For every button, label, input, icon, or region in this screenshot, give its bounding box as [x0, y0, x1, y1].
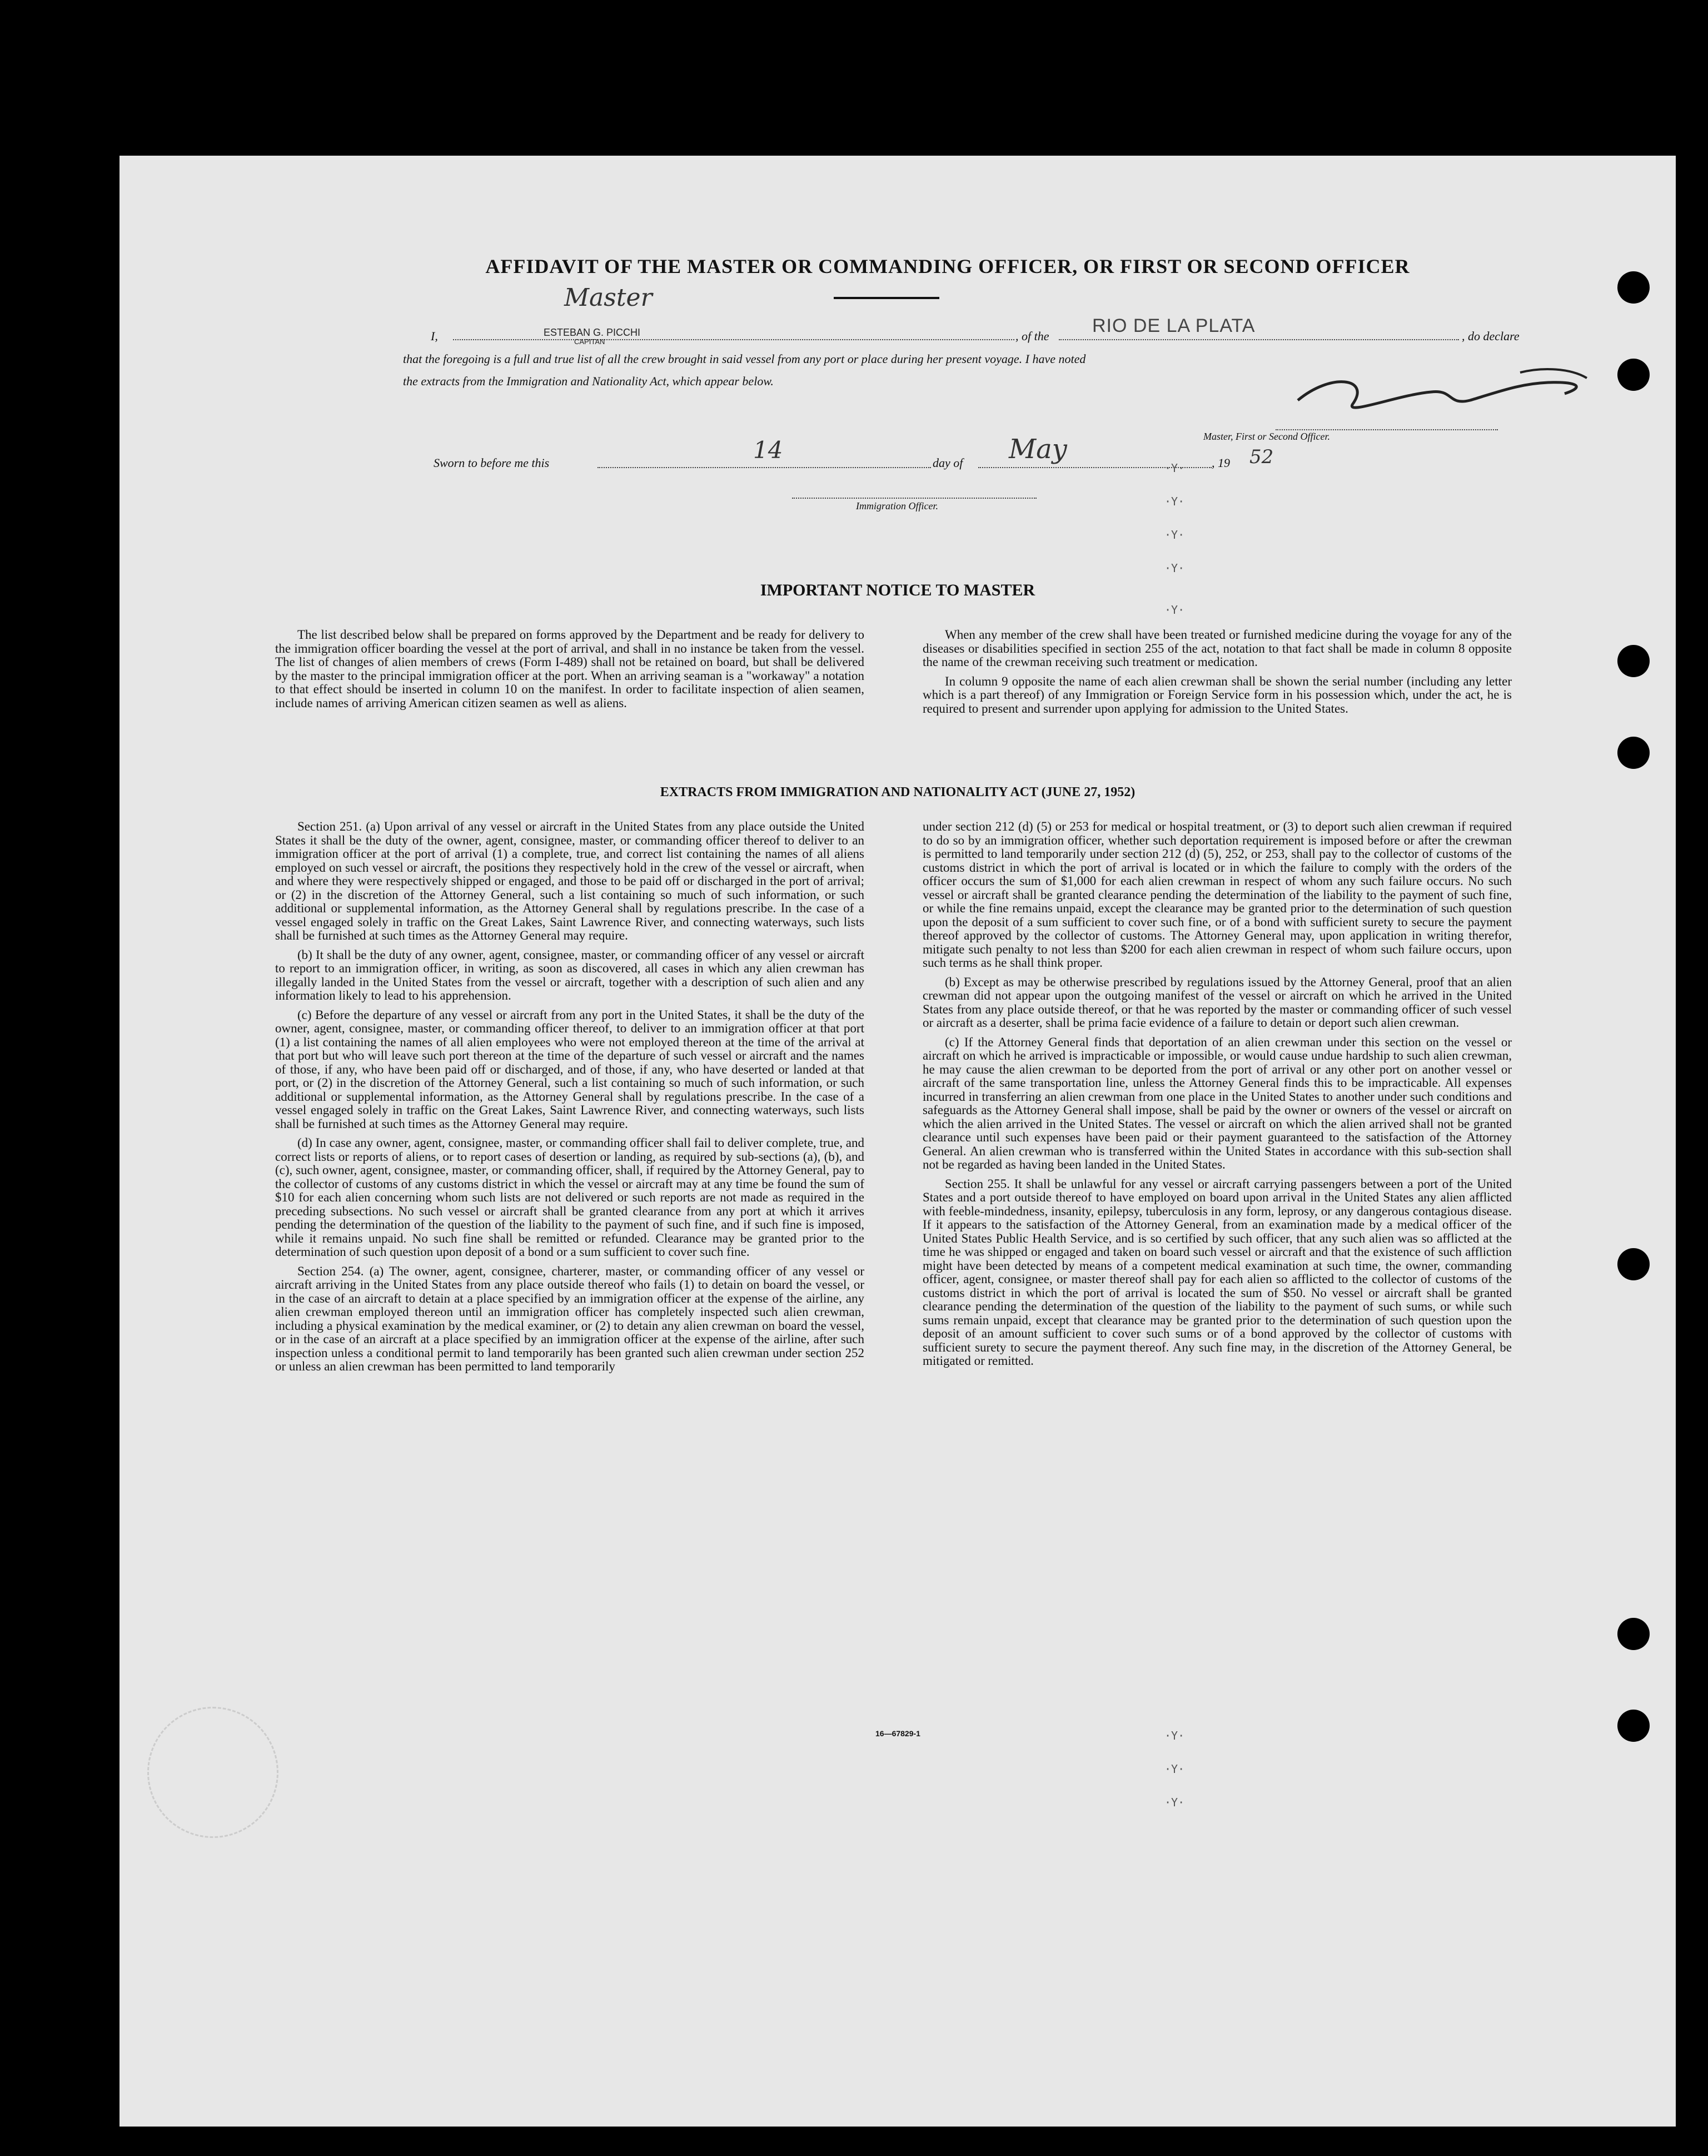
section-251-d: (d) In case any owner, agent, consignee, master, or commanding officer shall fail to deliver complete, true, and correct lists or reports of aliens, or to report cases of desertion or landing, as required by sub-sections (a), (b), and (c), such owner, agent, consignee, master, or commanding officer, shall, if required by the Attorney General, pay to the collector of customs of any customs district in which the vessel or aircraft may at any time be found the sum of $10 for each alien concerning whom such lists are not delivered or such reports are not made as required in the preceding subsections. No such vessel or aircraft shall be granted clearance from any port at which it arrives pending the determination of the question of the liability to the payment of such fine, and if such fine is imposed, while it remains unpaid. No such fine shall be remitted or refunded. Clearance may be granted prior to the determination of such question upon deposit of a bond or a sum sufficient to cover such fine.: [275, 1136, 864, 1259]
punch-hole: [1617, 359, 1650, 391]
document-page: [119, 156, 1676, 2127]
punch-hole: [1617, 645, 1650, 677]
i-label: I,: [431, 329, 438, 343]
section-254-a-cont: under section 212 (d) (5) or 253 for medical or hospital treatment, or (3) to deport such alien crewman if required to do so by an immigration officer, whether such deportation requirement is imposed before or after the crewman is permitted to land temporarily under section 212 (d) (5), 252, or 253, shall pay to the collector of customs of the customs district in which the port of arrival is located or in which the failure to comply with the orders of the officer occurs the sum of $1,000 for each alien crewman in respect of whom any such failure occurs. No such vessel or aircraft shall be granted clearance pending the determination of the liability to the payment of such fine, or while the fine remains unpaid, except the clearance may be granted prior to the determination of such question upon the deposit of a sum sufficient to cover such fine, or of a bond with sufficient surety to secure the payment thereof approved by the collector of customs. The Attorney General may, upon application in writing therefor, mitigate such penalty to not less than $200 for each alien crewman in respect of whom such failure occurs, upon such terms as he shall think proper.: [923, 819, 1512, 970]
vessel-name-line: [1059, 339, 1459, 340]
punch-hole: [1617, 1710, 1650, 1742]
notice-left-column: [275, 628, 864, 716]
extracts-left-column: [275, 820, 864, 1379]
sworn-month: May: [1009, 434, 1067, 465]
section-251-b: (b) It shall be the duty of any owner, agent, consignee, master, or commanding officer of any vessel or aircraft to report to an immigration officer, in writing, as soon as discovered, all cases in which any alien crewman has illegally landed in the United States from the vessel or aircraft, together with a description of such alien and any information likely to lead to his apprehension.: [275, 947, 864, 1002]
master-rank: CAPITAN: [574, 337, 605, 346]
punch-hole: [1617, 271, 1650, 304]
punch-hole: [1617, 1248, 1650, 1280]
section-255: Section 255. It shall be unlawful for any vessel or aircraft carrying passengers between a port of the United States and a port outside thereof to have employed on board upon arrival in the United States any alien afflicted with feeble-mindedness, insanity, epilepsy, tuberculosis in any form, leprosy, or any dangerous contagious disease. If it appears to the satisfaction of the Attorney General, from an examination made by a medical officer of the United States Public Health Service, and is so certified by such officer, that any such alien was so afflicted at the time he was shipped or engaged and taken on board such vessel or aircraft and that the existence of such affliction might have been detected by means of a competent medical examination at such time, the owner, commanding officer, agent, consignee, or master thereof shall pay for each alien so afflicted to the collector of customs of the customs district in which the port of arrival is located the sum of $50. No vessel or aircraft shall be granted clearance pending the determination of the question of the liability to the payment of such sums, or while such sums remain unpaid, except that clearance may be granted prior to the determination of such question upon the deposit of an amount sufficient to cover such sums or of a bond approved by the collector of customs with sufficient surety to secure the payment thereof. Any such fine may, in the discretion of the Attorney General, be mitigated or remitted.: [923, 1176, 1512, 1368]
extracts-heading: EXTRACTS FROM IMMIGRATION AND NATIONALITY ACT (JUNE 27, 1952): [660, 785, 1136, 799]
notice-paragraph: The list described below shall be prepared on forms approved by the Department and be ready for delivery to the immigration officer boarding the vessel at the port of arrival, and shall in no instance be taken from the vessel. The list of changes of alien members of crews (Form I-489) shall not be retained on board, but shall be delivered by the master to the principal immigration officer at the port. When an arriving seaman is a "workaway" a notation to that effect should be inserted in column 10 on the manifest. In order to facilitate inspection of alien seamen, include names of arriving American citizen seamen as well as aliens.: [275, 628, 864, 710]
year-prefix: , 19: [1212, 456, 1230, 470]
master-name: ESTEBAN G. PICCHI: [544, 327, 641, 338]
extracts-right-column: [923, 820, 1512, 1374]
margin-mark: ·Y·: [1164, 528, 1185, 542]
declaration-line-2: the extracts from the Immigration and Nationality Act, which appear below.: [403, 374, 774, 388]
title-divider: [834, 297, 939, 299]
day-of-label: day of: [933, 456, 963, 470]
officer-caption: Immigration Officer.: [856, 500, 938, 511]
margin-mark: ·Y·: [1164, 1762, 1185, 1776]
affidavit-title: AFFIDAVIT OF THE MASTER OR COMMANDING OFFICER, OR FIRST OR SECOND OFFICER: [485, 255, 1410, 277]
section-254-c: (c) If the Attorney General finds that deportation of an alien crewman under this section on the vessel or aircraft on which he arrived is impracticable or impossible, or would cause undue hardship to such alien crewman, he may cause the alien crewman to be deported from the port of arrival or any other port on another vessel or aircraft of the same transportation line, unless the Attorney General finds this to be impracticable. All expenses incurred in transferring an alien crewman from one place in the United States to another under such conditions and safeguards as the Attorney General shall impose, shall be paid by the owner or owners of the vessel or aircraft on which the alien arrived in the United States. The vessel or aircraft on which the alien arrived shall not be granted clearance until such expenses have been paid or their payment guaranteed to the satisfaction of the Attorney General. An alien crewman who is transferred within the United States in accordance with this sub-section shall not be regarded as having been landed in the United States.: [923, 1035, 1512, 1171]
margin-mark: ·Y·: [1164, 1729, 1185, 1742]
declaration-line-1: that the foregoing is a full and true list of all the crew brought in said vessel from any port or place during her present voyage. I have noted: [403, 352, 1086, 366]
margin-mark: ·Y·: [1164, 603, 1185, 617]
faint-seal-stamp: [147, 1707, 278, 1838]
margin-mark: ·Y·: [1164, 562, 1185, 575]
officer-signature-line: [792, 498, 1037, 499]
vessel-name: RIO DE LA PLATA: [1092, 315, 1256, 336]
signature-caption: Master, First or Second Officer.: [1203, 431, 1330, 442]
section-254-b: (b) Except as may be otherwise prescribed by regulations issued by the Attorney General, proof that an alien crewman did not appear upon the outgoing manifest of the vessel or aircraft on which he arrived in the United States from any place outside thereof, or that he was reported by the master or commanding officer of such vessel or aircraft as a deserter, shall be prima facie evidence of a failure to detain or deport such alien crewman.: [923, 975, 1512, 1030]
margin-mark: ·Y·: [1164, 461, 1185, 475]
section-254-a: Section 254. (a) The owner, agent, consignee, charterer, master, or commanding officer of any vessel or aircraft arriving in the United States from any place outside thereof who fails (1) to detain on board the vessel, or in the case of an aircraft to detain at a place specified by an immigration officer at the expense of the airline, any alien crewman employed thereon until an immigration officer has completely inspected such alien crewman, including a physical examination by the medical examiner, or (2) to detain any alien crewman on board the vessel, or in the case of an aircraft at a place specified by an immigration officer at the expense of the airline, after such inspection unless a conditional permit to land temporarily has been granted such alien crewman under section 252 or unless an alien crewman has been permitted to land temporarily: [275, 1264, 864, 1373]
notice-right-column: [923, 628, 1512, 721]
section-251-c: (c) Before the departure of any vessel or aircraft from any port in the United States, it shall be the duty of the owner, agent, consignee, master, or commanding officer thereof, to deliver to an immigration officer at that port (1) a list containing the names of all alien employees who were not employed thereon at the time of the arrival at that port but who will leave such port thereon at the time of the departure of such vessel or aircraft and the names of those, if any, who have been paid off or discharged, and of those, if any, who have deserted or landed at that port, or (2) in the discretion of the Attorney General, such a list containing so much of such information, or such additional or supplemental information, as the Attorney General shall by regulations prescribe. In the case of a vessel engaged solely in traffic on the Great Lakes, Saint Lawrence River, and connecting waterways, such lists shall be furnished at such times as the Attorney General may require.: [275, 1007, 864, 1131]
master-signature: [1287, 361, 1598, 423]
notice-paragraph: When any member of the crew shall have been treated or furnished medicine during the voyage for any of the diseases or disabilities specified in section 255 of the act, notation to that fact shall be made in column 8 opposite the name of the crewman receiving such treatment or medication.: [923, 628, 1512, 669]
margin-mark: ·Y·: [1164, 1796, 1185, 1809]
section-251-a: Section 251. (a) Upon arrival of any vessel or aircraft in the United States from any place outside the United States it shall be the duty of the owner, agent, consignee, master, or commanding officer thereof to deliver to an immigration officer at the port of arrival (1) a complete, true, and correct list containing the names of all aliens employed on such vessel or aircraft, the positions they respectively hold in the crew of the vessel or aircraft, when and where they were respectively shipped or engaged, and those to be paid off or discharged in the port of arrival; or (2) in the discretion of the Attorney General, such a list containing so much of such information, or such additional or supplemental information, as the Attorney General shall by regulations prescribe. In the case of a vessel engaged solely in traffic on the Great Lakes, Saint Lawrence River, and connecting waterways, such lists shall be furnished at such times as the Attorney General may require.: [275, 819, 864, 942]
notice-heading: IMPORTANT NOTICE TO MASTER: [760, 581, 1035, 599]
do-declare-label: , do declare: [1462, 329, 1520, 343]
title-handwritten: Master: [564, 284, 653, 312]
form-number: 16—67829-1: [875, 1729, 920, 1738]
sworn-label: Sworn to before me this: [434, 456, 550, 470]
master-name-line: [453, 339, 1014, 340]
margin-mark: ·Y·: [1164, 495, 1185, 508]
notice-paragraph: In column 9 opposite the name of each alien crewman shall be shown the serial number (including any letter which is a part thereof) of any Immigration or Foreign Service form in his possession which, under the act, he is required to present and surrender upon applying for admission to the United States.: [923, 674, 1512, 716]
sworn-day: 14: [753, 436, 783, 464]
punch-hole: [1617, 737, 1650, 769]
signature-line: [1276, 429, 1498, 430]
year-suffix: 52: [1249, 446, 1274, 468]
punch-hole: [1617, 1618, 1650, 1650]
of-the-label: , of the: [1015, 329, 1049, 343]
sworn-day-line: [597, 467, 931, 468]
